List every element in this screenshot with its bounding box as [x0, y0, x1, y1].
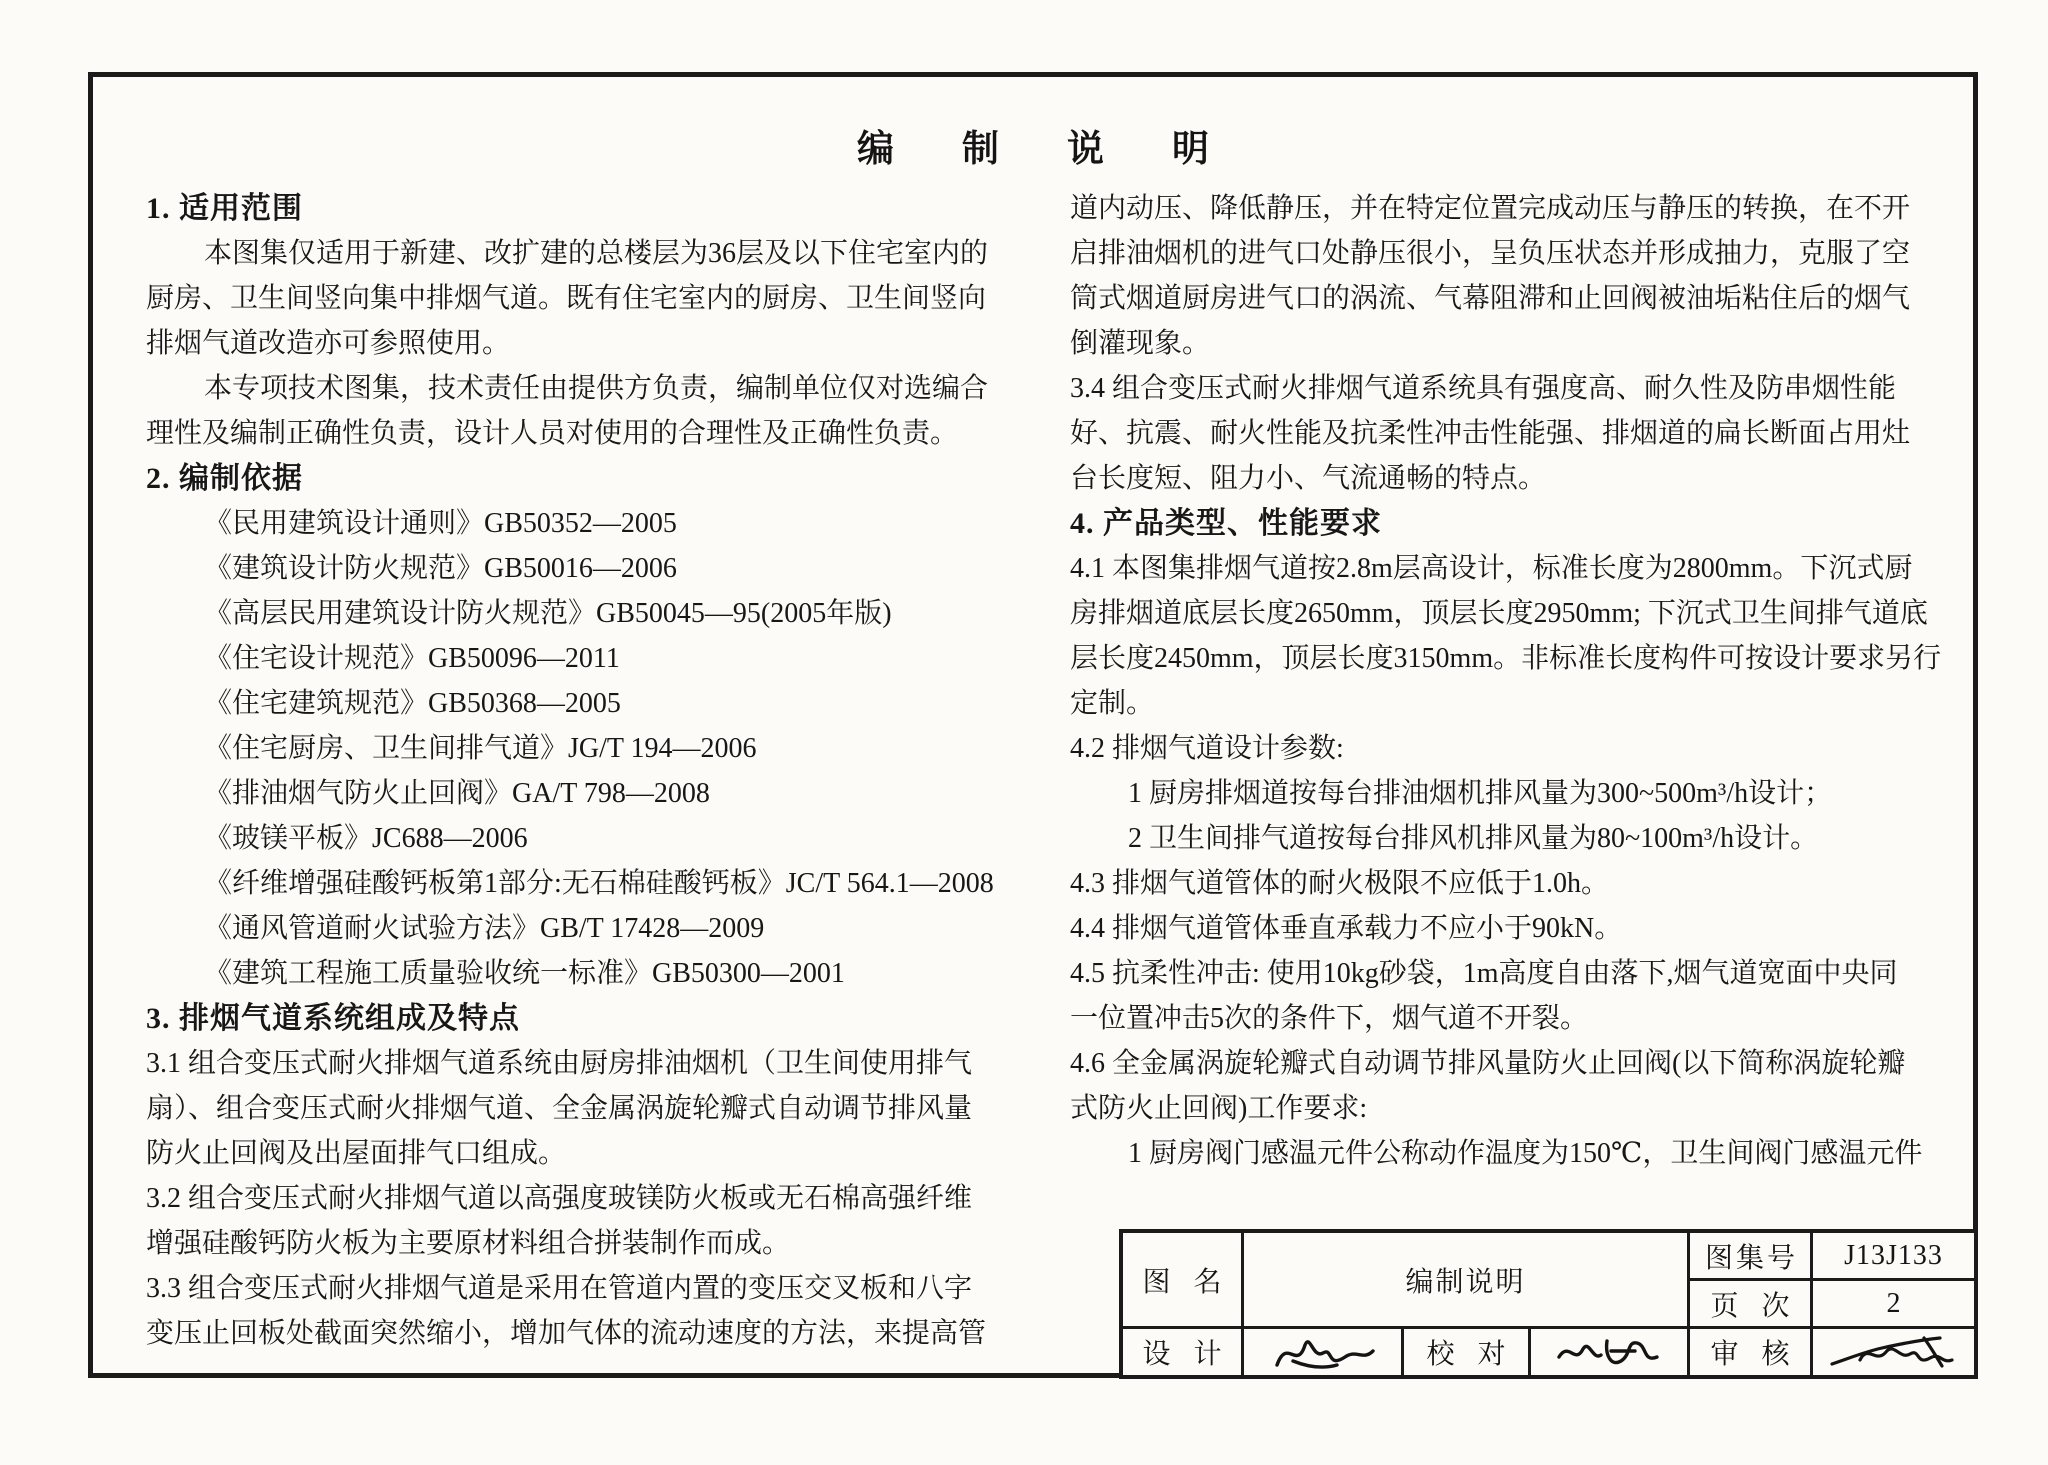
text-line: 4. 产品类型、性能要求	[1070, 507, 1382, 540]
text-line: 房排烟道底层长度2650mm，顶层长度2950mm; 下沉式卫生间排气道底	[1070, 598, 1928, 629]
design-label: 设 计	[1123, 1329, 1241, 1375]
text-line: 定制。	[1070, 688, 1155, 719]
text-line: 《住宅建筑规范》GB50368—2005	[204, 688, 621, 719]
text-line: 台长度短、阻力小、气流通畅的特点。	[1070, 463, 1547, 494]
text-line: 《通风管道耐火试验方法》GB/T 17428—2009	[204, 913, 765, 944]
text-line: 扇）、组合变压式耐火排烟气道、全金属涡旋轮瓣式自动调节排风量	[146, 1093, 973, 1124]
text-line: 4.1 本图集排烟气道按2.8m层高设计，标准长度为2800mm。下沉式厨	[1070, 553, 1913, 584]
text-line: 《高层民用建筑设计防火规范》GB50045—95(2005年版)	[204, 598, 892, 629]
text-line: 好、抗震、耐火性能及抗柔性冲击性能强、排烟道的扁长断面占用灶	[1070, 418, 1911, 449]
text-line: 4.5 抗柔性冲击: 使用10kg砂袋，1m高度自由落下,烟气道宽面中央同	[1070, 958, 1898, 989]
review-signature-icon	[1824, 1330, 1964, 1374]
text-line: 变压止回板处截面突然缩小，增加气体的流动速度的方法，来提高管	[146, 1318, 987, 1349]
text-line: 《民用建筑设计通则》GB50352—2005	[204, 508, 677, 539]
text-line: 《纤维增强硅酸钙板第1部分:无石棉硅酸钙板》JC/T 564.1—2008	[204, 868, 994, 899]
text-line: 1 厨房排烟道按每台排油烟机排风量为300~500m³/h设计；	[1128, 778, 1833, 809]
text-line: 《建筑工程施工质量验收统一标准》GB50300—2001	[204, 958, 845, 989]
text-line: 《建筑设计防火规范》GB50016—2006	[204, 553, 677, 584]
atlas-number-label: 图集号	[1690, 1233, 1810, 1278]
text-line: 4.3 排烟气道管体的耐火极限不应低于1.0h。	[1070, 868, 1610, 899]
check-signature-cell	[1531, 1329, 1687, 1375]
right-column	[1070, 186, 1960, 1176]
text-line: 本专项技术图集，技术责任由提供方负责，编制单位仅对选编合	[204, 373, 989, 404]
atlas-number-value: J13J133	[1813, 1233, 1974, 1278]
text-line: 1 厨房阀门感温元件公称动作温度为150℃，卫生间阀门感温元件	[1128, 1138, 1923, 1169]
text-line: 筒式烟道厨房进气口的涡流、气幕阻滞和止回阀被油垢粘住后的烟气	[1070, 283, 1911, 314]
left-column	[146, 186, 1051, 1356]
review-label: 审 核	[1690, 1329, 1810, 1375]
text-line: 3.4 组合变压式耐火排烟气道系统具有强度高、耐久性及防串烟性能	[1070, 373, 1897, 404]
text-line: 《玻镁平板》JC688—2006	[204, 823, 528, 854]
design-signature-cell	[1244, 1329, 1401, 1375]
page-number-label: 页 次	[1690, 1281, 1810, 1326]
drawing-name-label: 图 名	[1123, 1233, 1241, 1326]
text-line: 4.2 排烟气道设计参数:	[1070, 733, 1344, 764]
text-line: 3.3 组合变压式耐火排烟气道是采用在管道内置的变压交叉板和八字	[146, 1273, 973, 1304]
text-line: 2. 编制依据	[146, 462, 303, 495]
titleblock-table	[1119, 1229, 1978, 1379]
text-line: 厨房、卫生间竖向集中排烟气道。既有住宅室内的厨房、卫生间竖向	[146, 283, 987, 314]
drawing-name-value: 编制说明	[1244, 1233, 1687, 1326]
text-line: 3. 排烟气道系统组成及特点	[146, 1002, 520, 1035]
text-line: 倒灌现象。	[1070, 328, 1211, 359]
text-line: 4.4 排烟气道管体垂直承载力不应小于90kN。	[1070, 913, 1623, 944]
check-label: 校 对	[1404, 1329, 1528, 1375]
review-signature-cell	[1813, 1329, 1974, 1375]
text-line: 《住宅厨房、卫生间排气道》JG/T 194—2006	[204, 733, 757, 764]
text-line: 排烟气道改造亦可参照使用。	[146, 328, 511, 359]
text-line: 道内动压、降低静压，并在特定位置完成动压与静压的转换，在不开	[1070, 193, 1911, 224]
check-signature-icon	[1549, 1331, 1669, 1373]
text-line: 《排油烟气防火止回阀》GA/T 798—2008	[204, 778, 710, 809]
text-line: 3.1 组合变压式耐火排烟气道系统由厨房排油烟机（卫生间使用排气	[146, 1048, 973, 1079]
text-line: 2 卫生间排气道按每台排风机排风量为80~100m³/h设计。	[1128, 823, 1819, 854]
text-line: 一位置冲击5次的条件下，烟气道不开裂。	[1070, 1003, 1589, 1034]
text-line: 1. 适用范围	[146, 192, 303, 225]
page-title: 编制说明	[857, 129, 1277, 170]
text-line: 4.6 全金属涡旋轮瓣式自动调节排风量防火止回阀(以下简称涡旋轮瓣	[1070, 1048, 1906, 1079]
text-line: 启排油烟机的进气口处静压很小，呈负压状态并形成抽力，克服了空	[1070, 238, 1911, 269]
text-line: 式防火止回阀)工作要求:	[1070, 1093, 1368, 1124]
text-line: 增强硅酸钙防火板为主要原材料组合拼装制作而成。	[146, 1228, 791, 1259]
text-line: 本图集仅适用于新建、改扩建的总楼层为36层及以下住宅室内的	[204, 238, 989, 269]
page-number-value: 2	[1813, 1281, 1974, 1326]
text-line: 层长度2450mm，顶层长度3150mm。非标准长度构件可按设计要求另行	[1070, 643, 1942, 674]
text-line: 《住宅设计规范》GB50096—2011	[204, 643, 620, 674]
text-line: 防火止回阀及出屋面排气口组成。	[146, 1138, 567, 1169]
text-line: 理性及编制正确性负责，设计人员对使用的合理性及正确性负责。	[146, 418, 959, 449]
text-line: 3.2 组合变压式耐火排烟气道以高强度玻镁防火板或无石棉高强纤维	[146, 1183, 973, 1214]
design-signature-icon	[1263, 1331, 1383, 1373]
